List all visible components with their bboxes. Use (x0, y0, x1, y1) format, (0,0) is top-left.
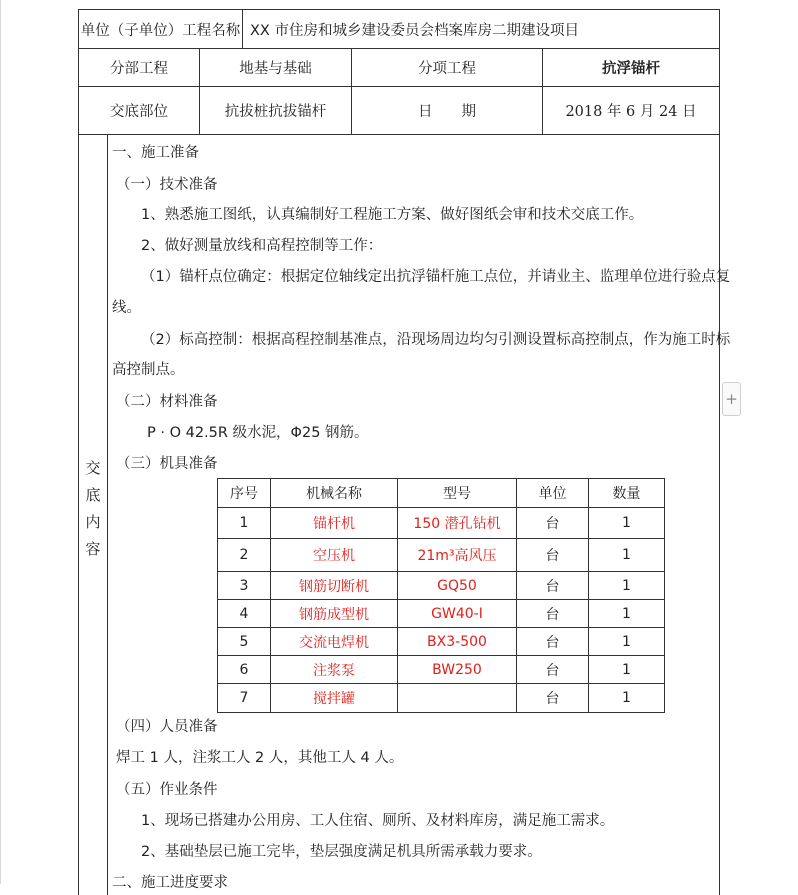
table-header-cell: 序号 (218, 479, 271, 508)
table-cell: 1 (589, 508, 665, 539)
paragraph: P · O 42.5R 级水泥，Φ25 钢筋。 (147, 425, 369, 441)
document-page (78, 0, 731, 891)
table-cell: BX3-500 (398, 628, 517, 656)
table-cell: 钢筋成型机 (271, 600, 398, 628)
section-heading: 一、施工准备 (112, 145, 199, 161)
subsection-heading: （二）材料准备 (116, 394, 218, 410)
table-cell: 锚杆机 (271, 508, 398, 539)
plus-icon: + (725, 390, 738, 408)
table-row (218, 600, 665, 628)
table-cell: 台 (517, 684, 589, 713)
subsection-heading: （三）机具准备 (116, 456, 218, 472)
header-row-project (78, 9, 720, 49)
machine-table (217, 478, 665, 713)
table-header-cell: 机械名称 (271, 479, 398, 508)
table-cell: GQ50 (398, 572, 517, 600)
division-label: 分部工程 (110, 61, 168, 77)
side-label (79, 455, 107, 563)
paragraph: 线。 (112, 300, 141, 316)
subdivision-label: 分项工程 (418, 61, 476, 77)
paragraph: 焊工 1 人，注浆工人 2 人，其他工人 4 人。 (116, 750, 404, 766)
table-cell: 1 (589, 600, 665, 628)
table-cell: 空压机 (271, 539, 398, 572)
division-value: 地基与基础 (239, 61, 312, 77)
disclosure-content-box (78, 135, 731, 895)
subsection-heading: （四）人员准备 (116, 719, 218, 735)
date-value: 2018 年 6 月 24 日 (565, 104, 697, 120)
location-value: 抗拔桩抗拔锚杆 (224, 104, 327, 120)
side-label-char: 内 (85, 513, 101, 531)
table-cell: 5 (218, 628, 271, 656)
table-row (218, 572, 665, 600)
table-cell: 6 (218, 656, 271, 684)
table-cell: 21m³高风压 (398, 539, 517, 572)
table-cell: 1 (589, 656, 665, 684)
table-cell: 3 (218, 572, 271, 600)
table-cell: 台 (517, 600, 589, 628)
table-cell: 4 (218, 600, 271, 628)
table-cell: GW40-I (398, 600, 517, 628)
date-label: 日 期 (418, 104, 476, 120)
table-row (218, 628, 665, 656)
table-header-cell: 数量 (589, 479, 665, 508)
table-header-row (218, 479, 665, 508)
table-cell: 台 (517, 508, 589, 539)
paragraph: 2、做好测量放线和高程控制等工作： (141, 238, 383, 254)
table-cell: 台 (517, 572, 589, 600)
add-row-button[interactable] (722, 382, 741, 416)
side-label-char: 底 (85, 486, 101, 504)
table-header-cell: 单位 (517, 479, 589, 508)
section-heading: 二、施工进度要求 (112, 875, 228, 891)
table-cell (398, 684, 517, 713)
paragraph: （1）锚杆点位确定：根据定位轴线定出抗浮锚杆施工点位，并请业主、监理单位进行验点复 (141, 269, 731, 285)
table-cell: 台 (517, 656, 589, 684)
table-cell: 1 (218, 508, 271, 539)
table-row (218, 508, 665, 539)
table-cell: 7 (218, 684, 271, 713)
table-cell: 台 (517, 539, 589, 572)
table-cell: 1 (589, 539, 665, 572)
table-cell: 搅拌罐 (271, 684, 398, 713)
table-cell: 1 (589, 628, 665, 656)
subsection-heading: （五）作业条件 (116, 782, 218, 798)
page-edge (0, 0, 1, 884)
subdivision-value: 抗浮锚杆 (602, 61, 660, 77)
subsection-heading: （一）技术准备 (116, 177, 218, 193)
table-row (218, 684, 665, 713)
table-header-cell: 型号 (398, 479, 517, 508)
table-row (218, 656, 665, 684)
paragraph: 2、基础垫层已施工完毕，垫层强度满足机具所需承载力要求。 (141, 844, 542, 860)
side-label-column (79, 135, 108, 895)
table-cell: 台 (517, 628, 589, 656)
table-cell: 150 潜孔钻机 (398, 508, 517, 539)
table-cell: 1 (589, 684, 665, 713)
paragraph: 1、熟悉施工图纸，认真编制好工程施工方案、做好图纸会审和技术交底工作。 (141, 207, 644, 223)
table-cell: BW250 (398, 656, 517, 684)
side-label-char: 交 (85, 459, 101, 477)
project-name-label: 单位（子单位）工程名称 (80, 22, 241, 39)
location-label: 交底部位 (110, 104, 168, 120)
paragraph: （2）标高控制：根据高程控制基准点，沿现场周边均匀引测设置标高控制点，作为施工时标 (141, 332, 731, 348)
side-label-char: 容 (85, 540, 101, 558)
table-cell: 注浆泵 (271, 656, 398, 684)
paragraph: 1、现场已搭建办公用房、工人住宿、厕所、及材料库房，满足施工需求。 (141, 813, 615, 829)
project-name-value: XX 市住房和城乡建设委员会档案库房二期建设项目 (250, 22, 579, 39)
header-row-location (78, 87, 720, 135)
table-cell: 2 (218, 539, 271, 572)
table-row (218, 539, 665, 572)
header-row-division (78, 49, 720, 87)
table-cell: 1 (589, 572, 665, 600)
table-cell: 交流电焊机 (271, 628, 398, 656)
table-cell: 钢筋切断机 (271, 572, 398, 600)
paragraph: 高控制点。 (112, 362, 185, 378)
